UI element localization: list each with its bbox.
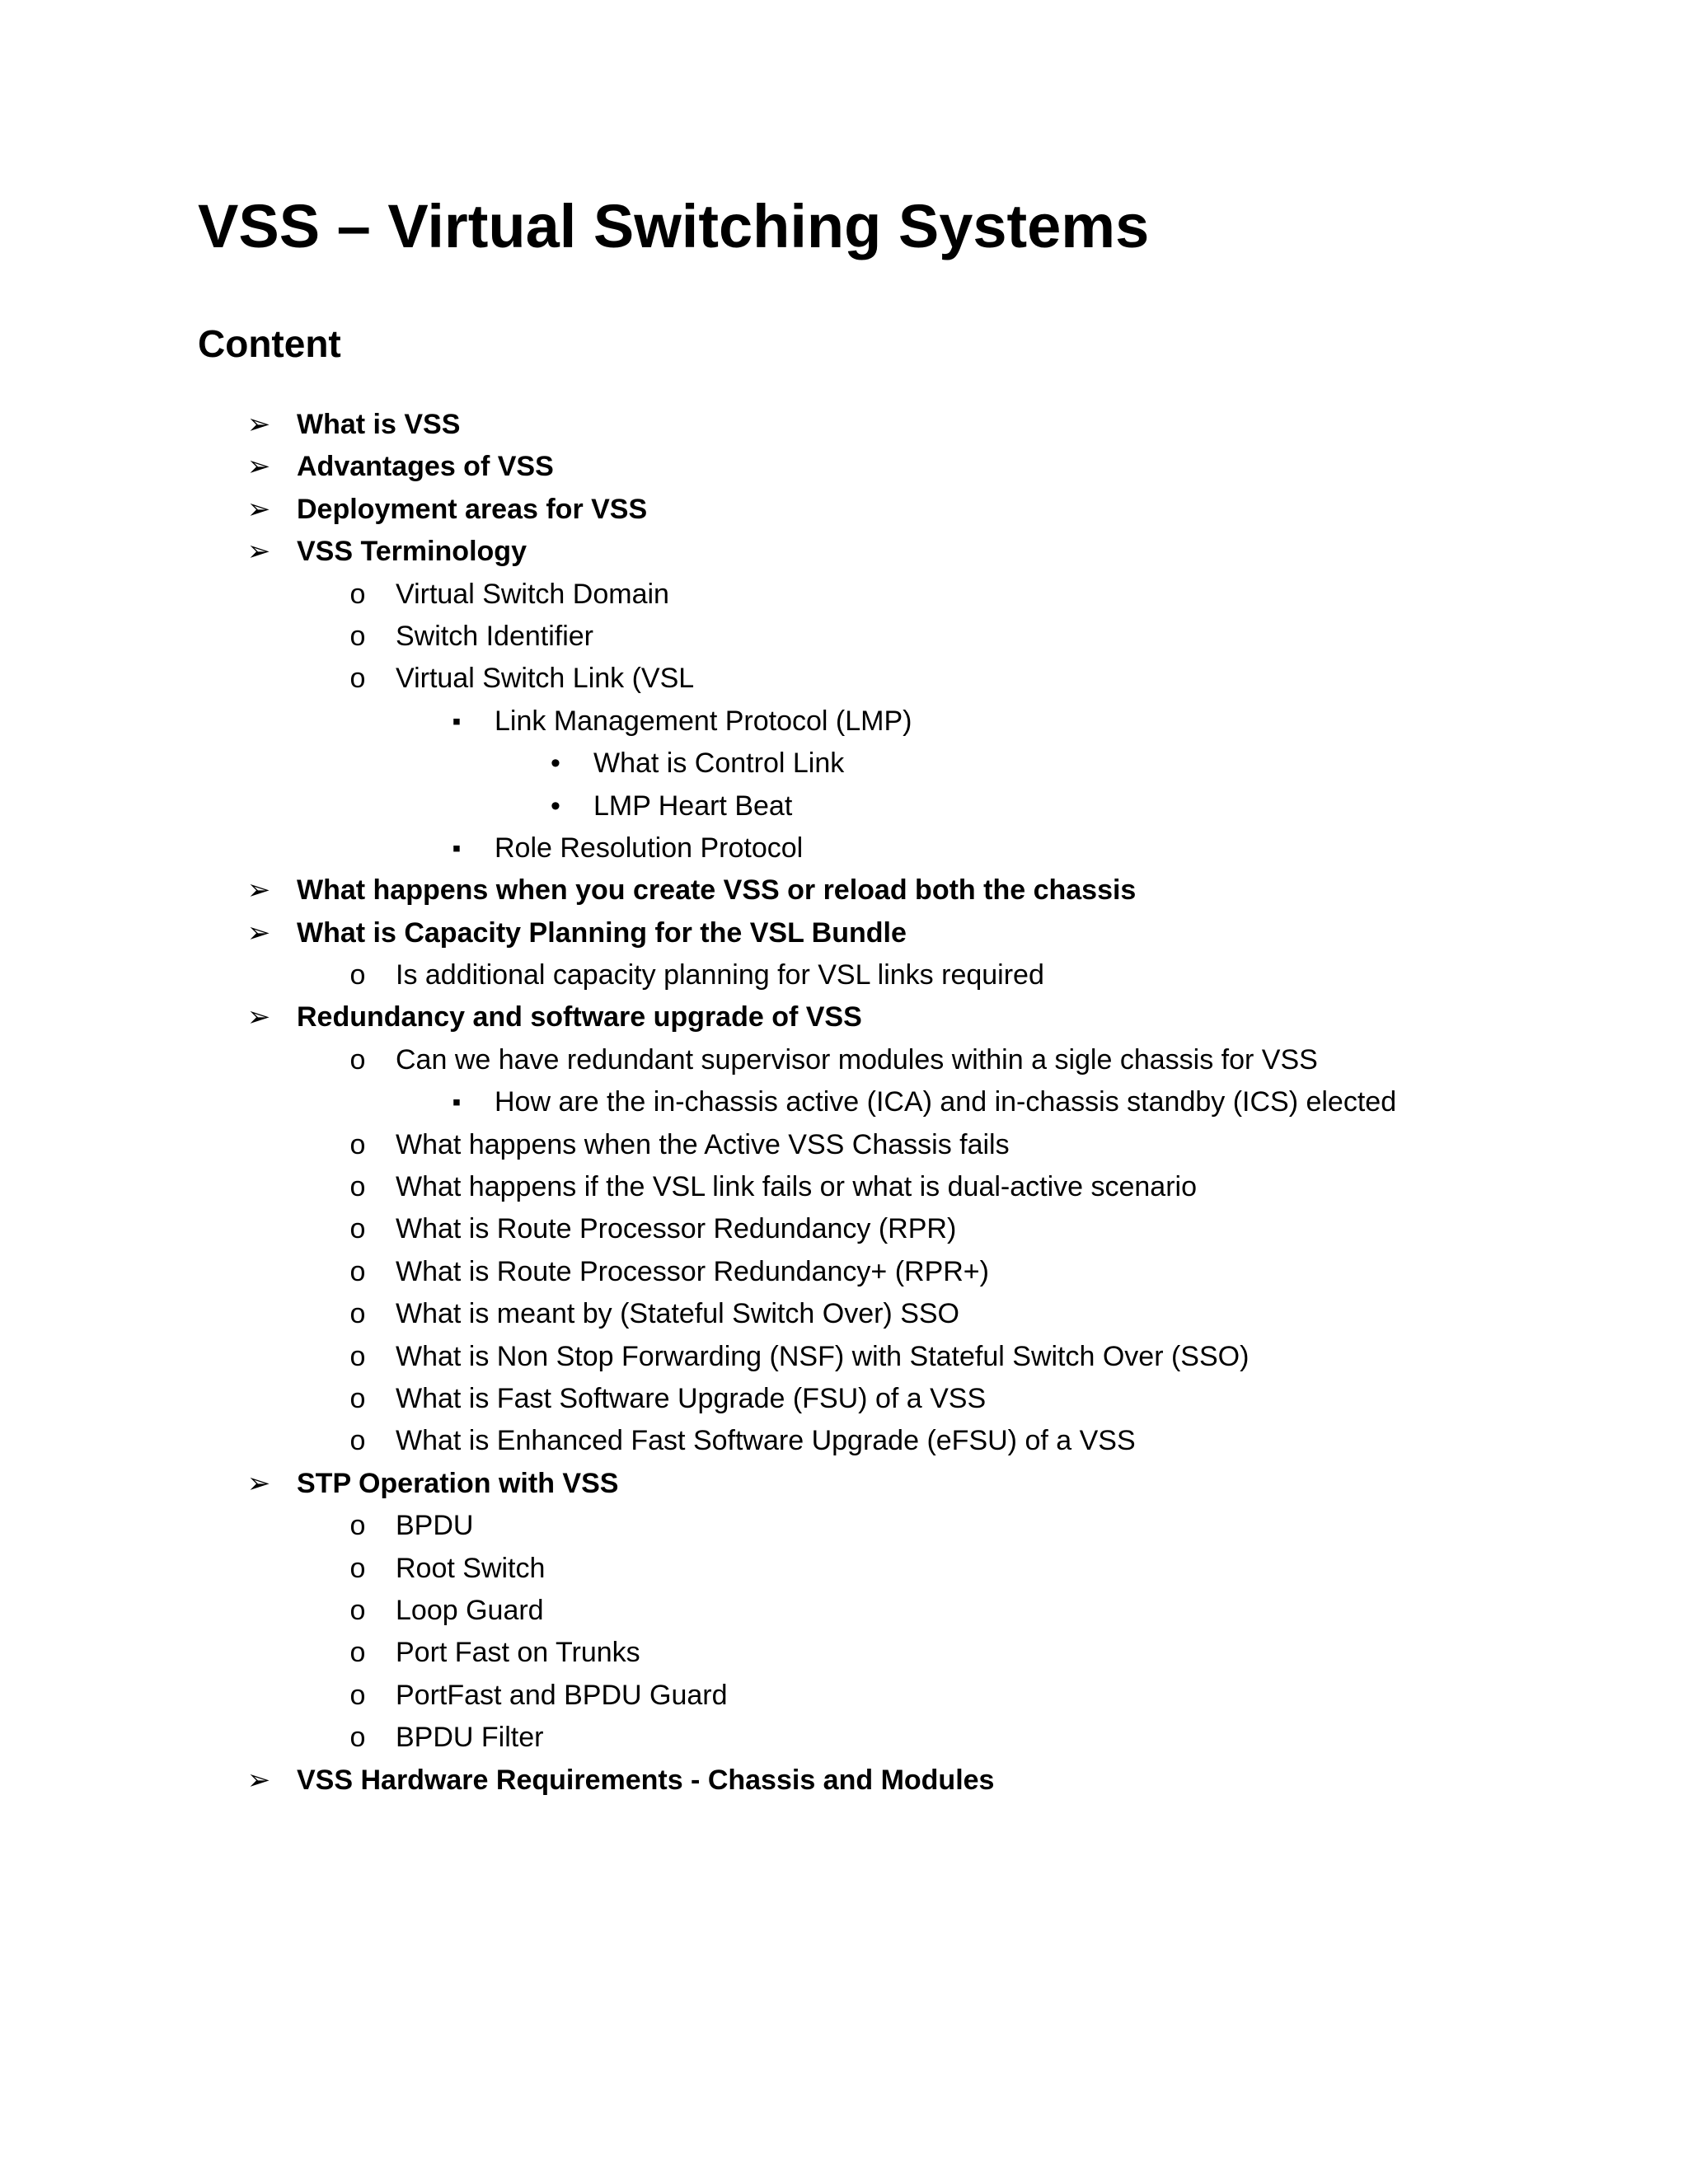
toc-item-text: What is Fast Software Upgrade (FSU) of a VSS bbox=[396, 1382, 987, 1414]
toc-item-level-2 bbox=[0, 1208, 1688, 1250]
square-bullet-icon: ▪ bbox=[452, 834, 462, 862]
circle-bullet-icon: o bbox=[349, 1510, 366, 1542]
toc-item-level-2 bbox=[0, 1548, 1688, 1590]
toc-item-text: Advantages of VSS bbox=[297, 451, 554, 483]
toc-item-level-2 bbox=[0, 658, 1688, 700]
toc-item-level-3 bbox=[0, 827, 1688, 869]
toc-item-text: What is Route Processor Redundancy+ (RPR+) bbox=[396, 1255, 989, 1287]
toc-item-level-1 bbox=[0, 869, 1688, 912]
toc-item-level-2 bbox=[0, 616, 1688, 658]
toc-item-level-2 bbox=[0, 1632, 1688, 1674]
toc-item-level-2 bbox=[0, 1124, 1688, 1166]
toc-item-text: What happens when you create VSS or reload both the chassis bbox=[297, 874, 1137, 907]
circle-bullet-icon: o bbox=[349, 1425, 366, 1457]
circle-bullet-icon: o bbox=[349, 1552, 366, 1584]
arrow-bullet-icon: ➢ bbox=[246, 916, 271, 949]
content-heading: Content bbox=[198, 322, 341, 365]
toc-item-text: What is Capacity Planning for the VSL Bundle bbox=[297, 916, 907, 949]
arrow-bullet-icon: ➢ bbox=[246, 451, 271, 483]
toc-item-text: Virtual Switch Domain bbox=[396, 578, 669, 610]
dot-bullet-icon: • bbox=[551, 748, 560, 780]
toc-item-text: Is additional capacity planning for VSL links required bbox=[396, 959, 1044, 991]
toc-item-level-3 bbox=[0, 1081, 1688, 1123]
toc-item-level-2 bbox=[0, 1251, 1688, 1293]
toc-item-text: What is Non Stop Forwarding (NSF) with Stateful Switch Over (SSO) bbox=[396, 1340, 1250, 1372]
toc-item-level-2 bbox=[0, 1717, 1688, 1759]
toc-item-level-2 bbox=[0, 1293, 1688, 1335]
toc-item-text: Port Fast on Trunks bbox=[396, 1637, 640, 1669]
square-bullet-icon: ▪ bbox=[452, 707, 462, 735]
toc-item-text: Loop Guard bbox=[396, 1594, 544, 1626]
toc-item-text: How are the in-chassis active (ICA) and in-chassis standby (ICS) elected bbox=[495, 1086, 1397, 1118]
toc-item-text: What is Control Link bbox=[593, 748, 845, 780]
toc-item-text: BPDU Filter bbox=[396, 1722, 544, 1754]
toc-item-level-1 bbox=[0, 404, 1688, 446]
toc-item-text: What happens if the VSL link fails or what is dual-active scenario bbox=[396, 1171, 1198, 1203]
arrow-bullet-icon: ➢ bbox=[246, 1764, 271, 1796]
toc-item-level-2 bbox=[0, 1505, 1688, 1547]
circle-bullet-icon: o bbox=[349, 1255, 366, 1287]
arrow-bullet-icon: ➢ bbox=[246, 1001, 271, 1033]
document-title: VSS – Virtual Switching Systems bbox=[198, 192, 1150, 260]
circle-bullet-icon: o bbox=[349, 1043, 366, 1076]
toc-item-text: LMP Heart Beat bbox=[593, 790, 793, 822]
toc-item-level-2 bbox=[0, 1039, 1688, 1081]
toc-item-level-1 bbox=[0, 1760, 1688, 1802]
toc-item-level-1 bbox=[0, 1463, 1688, 1505]
toc-item-text: What is VSS bbox=[297, 409, 461, 440]
circle-bullet-icon: o bbox=[349, 1722, 366, 1754]
circle-bullet-icon: o bbox=[349, 620, 366, 652]
toc-item-level-1 bbox=[0, 531, 1688, 573]
toc-item-text: Can we have redundant supervisor modules within a sigle chassis for VSS bbox=[396, 1043, 1318, 1076]
toc-item-text: Switch Identifier bbox=[396, 620, 593, 652]
arrow-bullet-icon: ➢ bbox=[246, 493, 271, 525]
circle-bullet-icon: o bbox=[349, 1679, 366, 1711]
arrow-bullet-icon: ➢ bbox=[246, 1467, 271, 1499]
circle-bullet-icon: o bbox=[349, 1340, 366, 1372]
toc-item-text: PortFast and BPDU Guard bbox=[396, 1679, 728, 1711]
toc-item-level-1 bbox=[0, 489, 1688, 531]
toc-item-level-1 bbox=[0, 996, 1688, 1038]
toc-item-level-2 bbox=[0, 1336, 1688, 1378]
toc-item-level-2 bbox=[0, 1378, 1688, 1420]
toc-item-text: What is Enhanced Fast Software Upgrade (eFSU) of a VSS bbox=[396, 1425, 1136, 1457]
toc-item-text: What happens when the Active VSS Chassis fails bbox=[396, 1128, 1010, 1160]
toc-item-level-4 bbox=[0, 785, 1688, 827]
toc-item-level-2 bbox=[0, 1675, 1688, 1717]
arrow-bullet-icon: ➢ bbox=[246, 536, 271, 568]
toc-item-level-2 bbox=[0, 1420, 1688, 1462]
toc-item-level-2 bbox=[0, 954, 1688, 996]
circle-bullet-icon: o bbox=[349, 663, 366, 695]
toc-item-text: What is meant by (Stateful Switch Over) SSO bbox=[396, 1298, 960, 1330]
circle-bullet-icon: o bbox=[349, 1171, 366, 1203]
toc-item-level-4 bbox=[0, 743, 1688, 785]
arrow-bullet-icon: ➢ bbox=[246, 874, 271, 907]
toc-item-text: Root Switch bbox=[396, 1552, 546, 1584]
toc-item-text: Deployment areas for VSS bbox=[297, 493, 648, 525]
dot-bullet-icon: • bbox=[551, 790, 560, 822]
circle-bullet-icon: o bbox=[349, 959, 366, 991]
toc-item-level-1 bbox=[0, 912, 1688, 954]
toc-item-level-1 bbox=[0, 446, 1688, 488]
toc-item-text: Redundancy and software upgrade of VSS bbox=[297, 1001, 862, 1033]
toc-item-text: Role Resolution Protocol bbox=[495, 832, 804, 864]
circle-bullet-icon: o bbox=[349, 1594, 366, 1626]
toc-item-level-2 bbox=[0, 1590, 1688, 1632]
arrow-bullet-icon: ➢ bbox=[246, 409, 271, 440]
toc-item-text: VSS Terminology bbox=[297, 536, 527, 568]
toc-item-text: Link Management Protocol (LMP) bbox=[495, 705, 912, 737]
toc-item-text: What is Route Processor Redundancy (RPR) bbox=[396, 1213, 957, 1245]
toc-item-level-3 bbox=[0, 701, 1688, 743]
table-of-contents bbox=[0, 404, 1688, 1802]
circle-bullet-icon: o bbox=[349, 1213, 366, 1245]
toc-item-text: Virtual Switch Link (VSL bbox=[396, 663, 695, 695]
circle-bullet-icon: o bbox=[349, 1637, 366, 1669]
square-bullet-icon: ▪ bbox=[452, 1089, 462, 1117]
circle-bullet-icon: o bbox=[349, 1298, 366, 1330]
circle-bullet-icon: o bbox=[349, 1382, 366, 1414]
circle-bullet-icon: o bbox=[349, 1128, 366, 1160]
toc-item-level-2 bbox=[0, 1166, 1688, 1208]
toc-item-text: BPDU bbox=[396, 1510, 474, 1542]
circle-bullet-icon: o bbox=[349, 578, 366, 610]
toc-item-text: VSS Hardware Requirements - Chassis and Modules bbox=[297, 1764, 995, 1796]
toc-item-level-2 bbox=[0, 574, 1688, 616]
toc-item-text: STP Operation with VSS bbox=[297, 1467, 619, 1499]
